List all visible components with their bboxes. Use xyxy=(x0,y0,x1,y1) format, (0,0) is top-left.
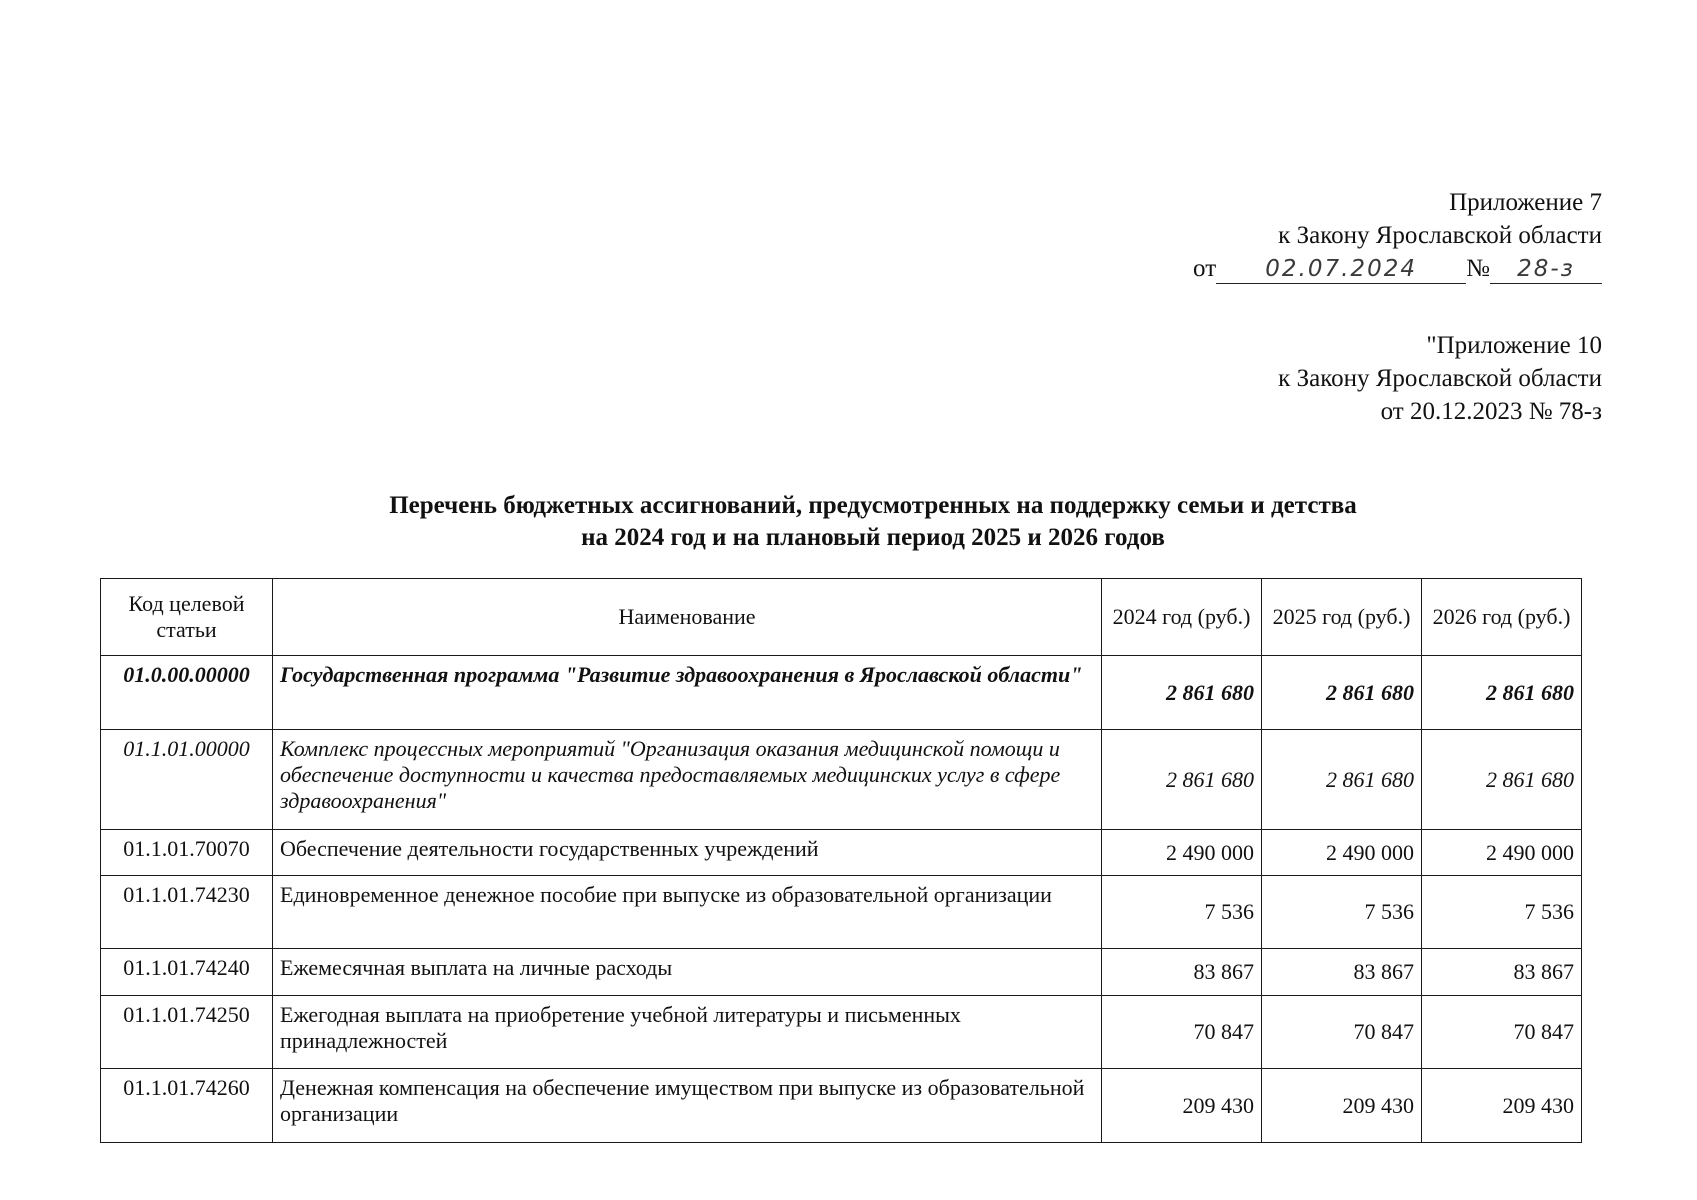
handwritten-number: 28-з xyxy=(1490,255,1602,284)
number-sign: № xyxy=(1466,255,1490,282)
row-name: Денежная компенсация на обеспечение имуществом при выпуске из образовательной организации xyxy=(273,1069,1102,1143)
original-law-date: от 20.12.2023 № 78-з xyxy=(1380,398,1602,425)
row-amount-2026: 7 536 xyxy=(1422,876,1582,949)
row-amount-2025: 7 536 xyxy=(1262,876,1422,949)
row-amount-2024: 7 536 xyxy=(1102,876,1262,949)
row-code: 01.1.01.74240 xyxy=(101,949,273,996)
row-amount-2025: 2 861 680 xyxy=(1262,656,1422,730)
row-amount-2026: 2 861 680 xyxy=(1422,730,1582,830)
row-code: 01.1.01.74260 xyxy=(101,1069,273,1143)
document-title xyxy=(100,490,1646,554)
row-amount-2024: 2 861 680 xyxy=(1102,730,1262,830)
budget-table xyxy=(100,578,1582,1143)
row-code: 01.1.01.74230 xyxy=(101,876,273,949)
row-name: Ежегодная выплата на приобретение учебной литературы и письменных принадлежностей xyxy=(273,996,1102,1069)
row-name: Государственная программа "Развитие здравоохранения в Ярославской области" xyxy=(273,656,1102,730)
table-row xyxy=(101,876,1582,949)
row-amount-2026: 209 430 xyxy=(1422,1069,1582,1143)
document-title-line-2: на 2024 год и на плановый период 2025 и 2026 годов xyxy=(581,524,1165,551)
table-row xyxy=(101,996,1582,1069)
row-amount-2026: 2 861 680 xyxy=(1422,656,1582,730)
row-code: 01.0.00.00000 xyxy=(101,656,273,730)
column-header-2024: 2024 год (руб.) xyxy=(1102,579,1262,656)
row-code: 01.1.01.70070 xyxy=(101,830,273,876)
original-appendix-number: "Приложение 10 xyxy=(1426,332,1602,359)
row-amount-2025: 83 867 xyxy=(1262,949,1422,996)
table-row xyxy=(101,730,1582,830)
row-amount-2025: 70 847 xyxy=(1262,996,1422,1069)
table-row xyxy=(101,1069,1582,1143)
row-code: 01.1.01.00000 xyxy=(101,730,273,830)
row-name: Ежемесячная выплата на личные расходы xyxy=(273,949,1102,996)
row-code: 01.1.01.74250 xyxy=(101,996,273,1069)
row-amount-2026: 70 847 xyxy=(1422,996,1582,1069)
from-prefix: от xyxy=(1193,255,1217,282)
column-header-name: Наименование xyxy=(273,579,1102,656)
row-amount-2024: 2 861 680 xyxy=(1102,656,1262,730)
table-row xyxy=(101,656,1582,730)
row-amount-2026: 83 867 xyxy=(1422,949,1582,996)
original-appendix-header xyxy=(1278,329,1602,428)
row-amount-2026: 2 490 000 xyxy=(1422,830,1582,876)
document-title-line-1: Перечень бюджетных ассигнований, предусмотренных на поддержку семьи и детства xyxy=(389,492,1357,519)
table-header-row xyxy=(101,579,1582,656)
appendix-signature-line xyxy=(1193,252,1602,285)
handwritten-date: 02.07.2024 xyxy=(1216,255,1466,284)
row-amount-2024: 2 490 000 xyxy=(1102,830,1262,876)
appendix-law-reference: к Закону Ярославской области xyxy=(1278,222,1602,249)
appendix-number: Приложение 7 xyxy=(1449,189,1602,216)
row-amount-2025: 2 861 680 xyxy=(1262,730,1422,830)
column-header-2026: 2026 год (руб.) xyxy=(1422,579,1582,656)
table-row xyxy=(101,949,1582,996)
column-header-2025: 2025 год (руб.) xyxy=(1262,579,1422,656)
row-amount-2025: 209 430 xyxy=(1262,1069,1422,1143)
original-law-reference: к Закону Ярославской области xyxy=(1278,365,1602,392)
row-amount-2025: 2 490 000 xyxy=(1262,830,1422,876)
column-header-code: Код целевой статьи xyxy=(101,579,273,656)
row-name: Единовременное денежное пособие при выпуске из образовательной организации xyxy=(273,876,1102,949)
row-amount-2024: 70 847 xyxy=(1102,996,1262,1069)
row-name: Обеспечение деятельности государственных учреждений xyxy=(273,830,1102,876)
row-amount-2024: 83 867 xyxy=(1102,949,1262,996)
table-row xyxy=(101,830,1582,876)
row-name: Комплекс процессных мероприятий "Организация оказания медицинской помощи и обеспечение доступности и качества предоставляемых медицинских услуг в сфере здравоохранения" xyxy=(273,730,1102,830)
appendix-header xyxy=(1193,186,1602,285)
row-amount-2024: 209 430 xyxy=(1102,1069,1262,1143)
